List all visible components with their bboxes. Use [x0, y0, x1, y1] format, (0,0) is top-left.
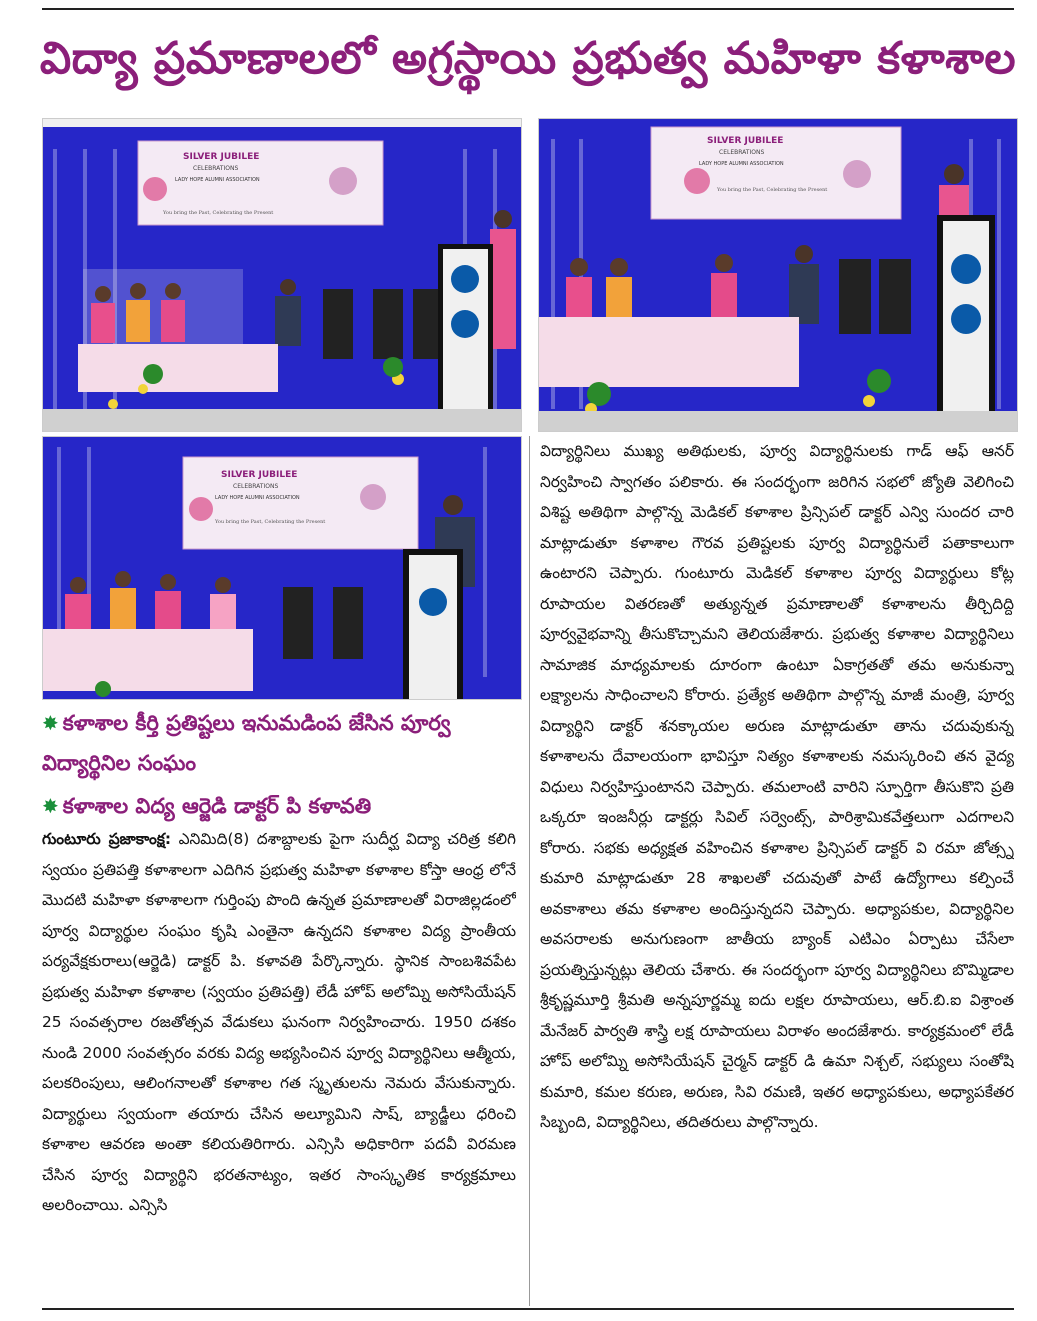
photo-2-image [539, 119, 1017, 431]
subhead-1b-text: విద్యార్థినిల సంఘం [42, 751, 197, 775]
photo-3-banner-title: SILVER JUBILEE [221, 470, 298, 480]
bullet-icon: ✸ [42, 794, 59, 818]
bottom-rule [42, 1308, 1014, 1310]
photo-1-image [43, 119, 521, 431]
photo-2-banner-tag: You bring the Past, Celebrating the Present [717, 187, 828, 193]
subhead-1b [42, 744, 522, 782]
dateline: గుంటూరు ప్రజాకాంక్ష: [42, 830, 172, 848]
subhead-2 [42, 787, 522, 825]
column-divider [529, 436, 530, 1306]
photo-3 [42, 436, 522, 700]
photo-1-banner-assoc: LADY HOPE ALUMNI ASSOCIATION [175, 177, 260, 183]
top-rule [42, 8, 1014, 10]
photo-1-banner-title: SILVER JUBILEE [183, 152, 260, 162]
photo-3-banner-sub: CELEBRATIONS [233, 483, 279, 490]
left-column-text: ఎనిమిది(8) దశాబ్దాలకు పైగా సుదీర్ఘ విద్యా చరిత్ర కలిగి స్వయం ప్రతిపత్తి కళాశాలగా ఎదిగిన ప్రభుత్వ మహిళా కళాశాల కోస్తా ఆంధ్ర లోనే మొదటి మహిళా కళాశాలగా గుర్తింపు పొంది ఉన్నత ప్రమాణాలతో విరాజిల్లడంలో పూర్వ విద్యార్థుల సంఘం కృషి ఎంతైనా ఉన్నదని కళాశాల విద్య ప్రాంతీయ పర్యవేక్షకురాలు(ఆర్జెడి) డాక్టర్ పి. కళావతి పేర్కొన్నారు. స్థానిక సాంబశివపేట ప్రభుత్వ మహిళా కళాశాల (స్వయం ప్రతిపత్తి) లేడీ హోప్ అలోమ్ని అసోసియేషన్ 25 సంవత్సరాల రజతోత్సవ వేడుకలు ఘనంగా నిర్వహించారు. 1950 దశకం నుండి 2000 సంవత్సరం వరకు విద్య అభ్యసించిన పూర్వ విద్యార్థినిలు ఆత్మీయ, పలకరింపులు, ఆలింగనాలతో కళాశాల గత స్మృతులను నెమరు వేసుకున్నారు. విద్యార్థులు స్వయంగా తయారు చేసిన అల్యూమిని సాష్, బ్యాడ్జీలు ధరించి కళాశాల ఆవరణ అంతా కలియతిరిగారు. ఎన్సిసి అధికారిగా పదవీ విరమణ చేసిన పూర్వ విద్యార్థిని భరతనాట్యం, ఇతర సాంస్కృతిక కార్యక్రమాలు అలరించాయి. ఎన్సిసి [42, 830, 516, 1214]
subhead-1-text: కళాశాల కీర్తి ప్రతిష్టలు ఇనుమడింప జేసిన పూర్వ [62, 711, 451, 735]
subhead-1 [42, 704, 522, 742]
photo-2 [538, 118, 1018, 432]
photo-2-banner-title: SILVER JUBILEE [707, 136, 784, 146]
headline: విద్యా ప్రమాణాలలో అగ్రస్థాయి ప్రభుత్వ మహిళా కళాశాల [39, 33, 1017, 84]
bullet-icon: ✸ [42, 711, 59, 735]
left-column-body [42, 824, 516, 1302]
subhead-2-text: కళాశాల విద్య ఆర్జెడి డాక్టర్ పి కళావతి [62, 794, 372, 818]
right-column-text: విద్యార్థినిలు ముఖ్య అతిథులకు, పూర్వ విద్యార్థినులకు గాడ్ ఆఫ్ ఆనర్ నిర్వహించి స్వాగతం పలికారు. ఈ సందర్భంగా జరిగిన సభలో జ్యోతి వెలిగించి విశిష్ట అతిథిగా పాల్గొన్న మెడికల్ కళాశాల ప్రిన్సిపల్ డాక్టర్ ఎన్వి సుందర చారి మాట్లాడుతూ కళాశాల గౌరవ ప్రతిష్టలకు పూర్వ విద్యార్థినులే పతాకాలుగా ఉంటారని చెప్పారు. గుంటూరు మెడికల్ కళాశాల పూర్వ విద్యార్థులు కోట్ల రూపాయల వితరణతో అత్యున్నత ప్రమాణాలతో కళాశాలను తీర్చిదిద్ది పూర్వవైభవాన్ని తీసుకొచ్చామని తెలియజేశారు. ప్రభుత్వ కళాశాల విద్యార్థినిలు సామాజిక మాధ్యమాలకు దూరంగా ఉంటూ ఏకాగ్రతతో తమ అనుకున్నా లక్ష్యాలను సాధించాలని కోరారు. ప్రత్యేక అతిథిగా పాల్గొన్న మాజీ మంత్రి, పూర్వ విద్యార్థిని డాక్టర్ శనక్కాయల అరుణ మాట్లాడుతూ తాను చదువుకున్న కళాశాలను దేవాలయంగా భావిస్తూ నిత్యం కళాశాలకు నమస్కరించి తన వైద్య విధులు నిర్వహిస్తుంటానని చెప్పారు. తమలాంటి వారిని స్ఫూర్తిగా తీసుకొని ప్రతి ఒక్కరూ ఇంజనీర్లు డాక్టర్లు సివిల్ సర్వెంట్స్, పారిశ్రామికవేత్తలుగా ఎదగాలని కోరారు. సభకు అధ్యక్షత వహించిన కళాశాల ప్రిన్సిపల్ డాక్టర్ వి రమా జోత్స్న కుమారి మాట్లాడుతూ 28 శాఖలతో చదువుతో పాటే ఉద్యోగాలు కల్పించే అవకాశాలు తమ కళాశాల అందిస్తున్నదని చెప్పారు. అధ్యాపకుల, విద్యార్థినిల అవసరాలకు అనుగుణంగా జాతీయ బ్యాంక్ ఎటిఎం ఏర్పాటు చేసేలా ప్రయత్నిస్తున్నట్లు తెలియ చేశారు. ఈ సందర్భంగా పూర్వ విద్యార్థినిలు బొమ్మిడాల శ్రీకృష్ణమూర్తి శ్రీమతి అన్నపూర్ణమ్మ ఐదు లక్షల రూపాయలు, ఆర్.బి.ఐ విశ్రాంత మేనేజర్ పార్వతి శాస్త్రి లక్ష రూపాయలు విరాళం అందజేశారు. కార్యక్రమంలో లేడీ హోప్ అలోమ్ని అసోసియేషన్ చైర్మన్ డాక్టర్ డి ఉమా నిశ్చల్, సభ్యులు సంతోషి కుమారి, కమల కరుణ, అరుణ, సివి రమణి, ఇతర అధ్యాపకులు, అధ్యాపకేతర సిబ్బంది, విద్యార్థినిలు, తదితరులు పాల్గొన్నారు. [540, 442, 1014, 1131]
photo-1 [42, 118, 522, 432]
right-column-body [540, 436, 1014, 1302]
photo-3-banner-tag: You bring the Past, Celebrating the Present [215, 519, 326, 525]
photo-2-banner-assoc: LADY HOPE ALUMNI ASSOCIATION [699, 161, 784, 167]
photo-1-banner-sub: CELEBRATIONS [193, 165, 239, 172]
photo-3-banner-assoc: LADY HOPE ALUMNI ASSOCIATION [215, 495, 300, 501]
photo-3-image [43, 437, 521, 699]
photo-1-banner-tag: You bring the Past, Celebrating the Present [163, 210, 274, 216]
photo-2-banner-sub: CELEBRATIONS [719, 149, 765, 156]
